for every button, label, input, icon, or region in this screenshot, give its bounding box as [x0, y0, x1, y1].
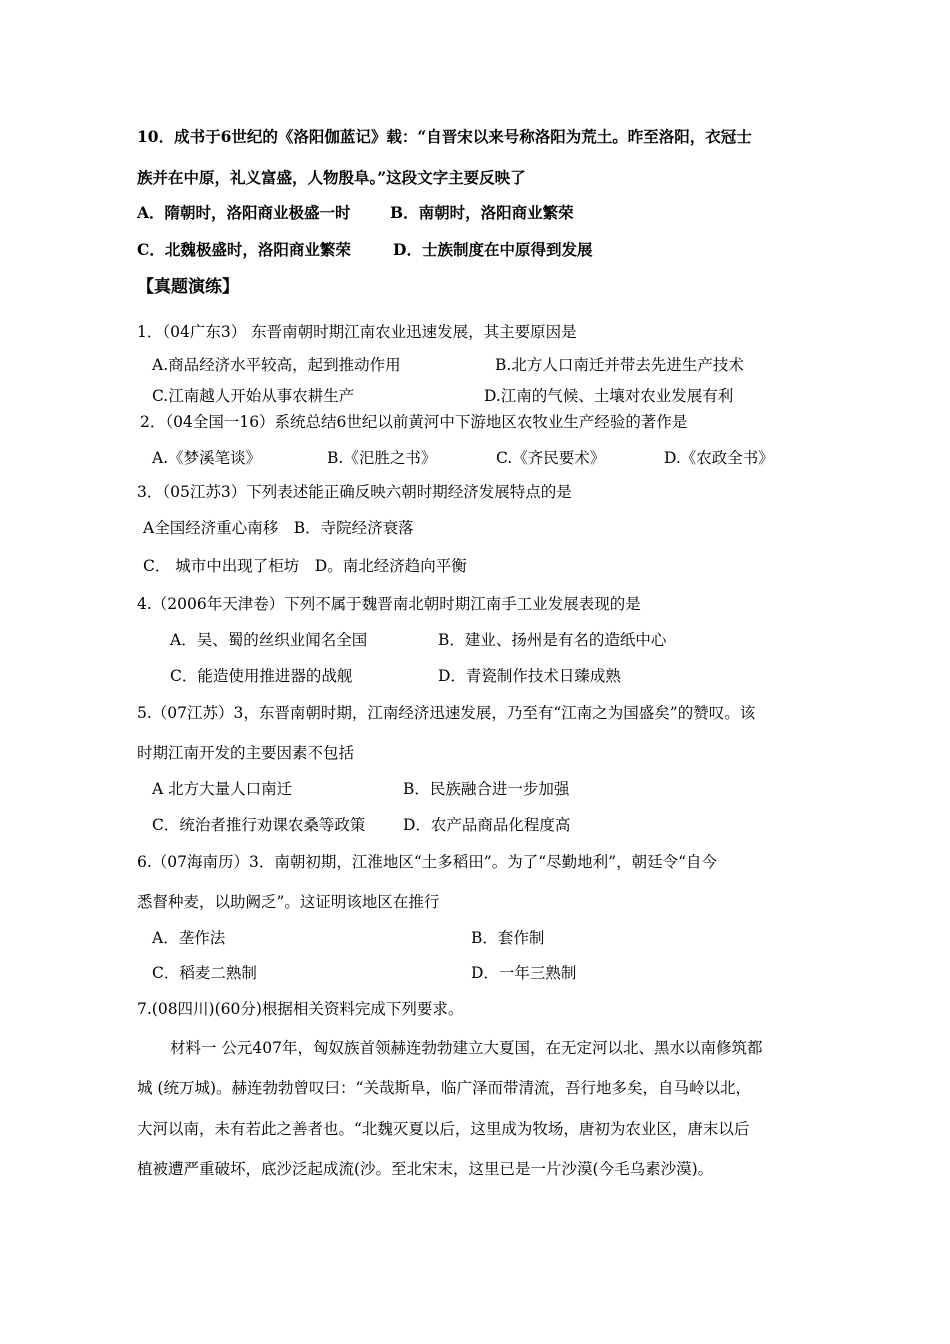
q1-stem: 1．（04广东3） 东晋南朝时期江南农业迅速发展，其主要原因是 [137, 323, 577, 341]
q10-option-d: D．士族制度在中原得到发展 [393, 240, 593, 259]
section-title: 【真题演练】 [137, 277, 239, 297]
q4-option-a: A．吴、蜀的丝织业闻名全国 [170, 631, 368, 649]
q5-option-d: D．农产品商品化程度高 [403, 816, 571, 834]
q10-option-b: B．南朝时，洛阳商业繁荣 [390, 203, 574, 222]
q5-stem-line2: 时期江南开发的主要因素不包括 [137, 744, 355, 762]
q7-material-line4: 植被遭严重破坏，底沙泛起成流(沙。至北宋末，这里已是一片沙漠(今毛乌素沙漠)。 [137, 1160, 714, 1178]
q5-option-c: C．统治者推行劝课农桑等政策 [152, 816, 366, 834]
q1-option-c: C.江南越人开始从事农耕生产 [152, 387, 355, 405]
q4-option-d: D．青瓷制作技术日臻成熟 [438, 667, 621, 685]
q10-stem-line1: 10．成书于6世纪的《洛阳伽蓝记》载：“自晋宋以来号称洛阳为荒土。昨至洛阳，衣冠士 [137, 127, 752, 146]
q6-stem-line2: 悉督种麦，以助阙乏”。这证明该地区在推行 [137, 893, 440, 911]
q1-option-a: A.商品经济水平较高，起到推动作用 [152, 356, 401, 374]
q1-option-d: D.江南的气候、土壤对农业发展有利 [484, 387, 734, 405]
q6-stem-line1: 6.（07海南历）3．南朝初期，江淮地区“土多稻田”。为了“尽勤地利”，朝廷令“自今 [137, 853, 717, 871]
q6-option-b: B．套作制 [471, 929, 545, 947]
q2-option-c: C.《齐民要术》 [496, 449, 606, 467]
q7-material-line1: 材料一 公元407年，匈奴族首领赫连勃勃建立大夏国，在无定河以北、黑水以南修筑都 [170, 1039, 763, 1057]
q2-option-b: B.《汜胜之书》 [327, 449, 437, 467]
q4-stem: 4.（2006年天津卷）下列不属于魏晋南北朝时期江南手工业发展表现的是 [137, 595, 641, 613]
q4-option-c: C．能造使用推进器的战舰 [170, 667, 353, 685]
q4-option-b: B．建业、扬州是有名的造纸中心 [438, 631, 667, 649]
q6-option-c: C．稻麦二熟制 [152, 964, 257, 982]
q6-option-d: D．一年三熟制 [471, 964, 577, 982]
q10-stem-line2: 族并在中原，礼义富盛，人物殷阜。”这段文字主要反映了 [137, 168, 526, 187]
q7-material-line2: 城 (统万城)。赫连勃勃曾叹曰：“关哉斯阜，临广泽而带清流，吾行地多矣，自马岭以北， [137, 1079, 751, 1097]
q5-option-a: A 北方大量人口南迁 [152, 780, 293, 798]
q5-option-b: B．民族融合进一步加强 [403, 780, 570, 798]
q10-option-c: C．北魏极盛时，洛阳商业繁荣 [137, 240, 351, 259]
q3-stem: 3．（05江苏3）下列表述能正确反映六朝时期经济发展特点的是 [137, 483, 572, 501]
q2-option-a: A.《梦溪笔谈》 [152, 449, 262, 467]
q7-stem: 7.(08四川)(60分)根据相关资料完成下列要求。 [137, 1000, 464, 1018]
q1-option-b: B.北方人口南迁并带去先进生产技术 [495, 356, 744, 374]
q2-option-d: D.《农政全书》 [664, 449, 774, 467]
q5-stem-line1: 5.（07江苏）3，东晋南朝时期，江南经济迅速发展，乃至有“江南之为国盛矣”的赞叹。该 [137, 704, 756, 722]
q7-material-line3: 大河以南，未有若此之善者也。“北魏灭夏以后，这里成为牧场，唐初为农业区，唐末以后 [137, 1120, 750, 1138]
q2-stem: 2．（04全国一16）系统总结6世纪以前黄河中下游地区农牧业生产经验的著作是 [140, 413, 688, 431]
q3-options-ab: A全国经济重心南移 B．寺院经济衰落 [143, 519, 414, 537]
q6-option-a: A．垄作法 [152, 929, 226, 947]
q3-options-cd: C． 城市中出现了柜坊 D。南北经济趋向平衡 [143, 557, 467, 575]
q10-option-a: A．隋朝时，洛阳商业极盛一时 [137, 203, 351, 222]
